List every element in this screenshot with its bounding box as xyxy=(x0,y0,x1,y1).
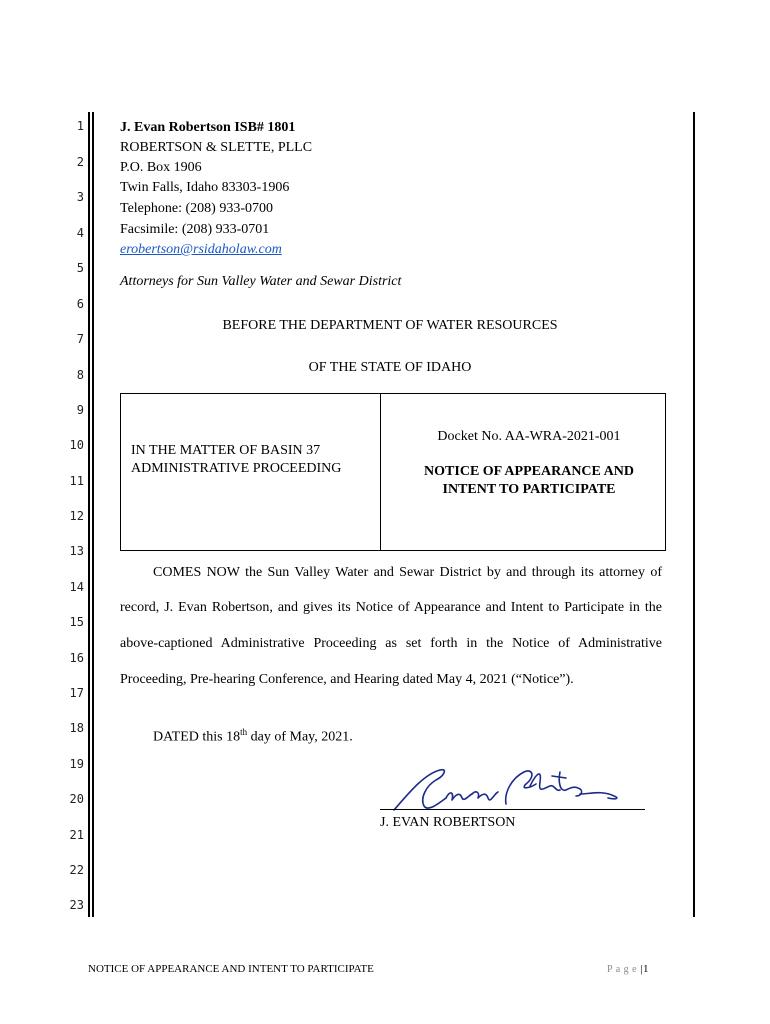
line-number: 23 xyxy=(69,898,84,912)
line-number: 7 xyxy=(76,332,84,346)
line-number: 13 xyxy=(69,544,84,558)
po-box: P.O. Box 1906 xyxy=(120,160,202,175)
line-number: 5 xyxy=(76,261,84,275)
body-line3: above-captioned Administrative Proceeding as set forth in the Notice of Administrative xyxy=(120,636,662,651)
left-margin-rule-inner xyxy=(92,112,94,917)
signer-name: J. EVAN ROBERTSON xyxy=(380,815,516,830)
line-number: 16 xyxy=(69,651,84,665)
page-number: 1 xyxy=(643,963,650,975)
attorney-name: J. Evan Robertson ISB# 1801 xyxy=(120,120,296,135)
page-separator: | xyxy=(640,963,644,975)
page-label: P a g e xyxy=(607,964,638,975)
line-number: 12 xyxy=(69,509,84,523)
footer-title: NOTICE OF APPEARANCE AND INTENT TO PARTICIPATE xyxy=(88,963,374,975)
caption-divider xyxy=(380,393,381,551)
signature-line xyxy=(380,809,645,810)
line-number: 2 xyxy=(76,155,84,169)
line-number: 10 xyxy=(69,438,84,452)
body-line2: record, J. Evan Robertson, and gives its Notice of Appearance and Intent to Participate in the xyxy=(120,600,662,615)
dated-suffix: day of May, 2021. xyxy=(247,729,353,745)
city-state-zip: Twin Falls, Idaho 83303-1906 xyxy=(120,180,290,195)
line-number: 14 xyxy=(69,580,84,594)
left-margin-rule xyxy=(88,112,90,917)
line-number: 15 xyxy=(69,615,84,629)
line-number: 21 xyxy=(69,828,84,842)
line-number: 20 xyxy=(69,792,84,806)
dated-sup: th xyxy=(240,727,248,737)
facsimile: Facsimile: (208) 933-0701 xyxy=(120,222,270,237)
line-number: 9 xyxy=(76,403,84,417)
court-heading-line1: BEFORE THE DEPARTMENT OF WATER RESOURCES xyxy=(222,318,558,333)
title-line2: INTENT TO PARTICIPATE xyxy=(442,482,616,497)
line-number: 18 xyxy=(69,721,84,735)
footer-page xyxy=(607,963,649,975)
document-title xyxy=(392,463,666,499)
matter-line2: ADMINISTRATIVE PROCEEDING xyxy=(131,461,342,476)
body-line4: Proceeding, Pre-hearing Conference, and Hearing dated May 4, 2021 (“Notice”). xyxy=(120,672,574,687)
right-margin-rule xyxy=(693,112,695,917)
line-number: 4 xyxy=(76,226,84,240)
line-number: 6 xyxy=(76,297,84,311)
telephone: Telephone: (208) 933-0700 xyxy=(120,201,273,216)
body-line1: COMES NOW the Sun Valley Water and Sewar District by and through its attorney of xyxy=(153,565,662,580)
firm-name: ROBERTSON & SLETTE, PLLC xyxy=(120,140,313,155)
line-number: 19 xyxy=(69,757,84,771)
dated-prefix: DATED this 18 xyxy=(153,729,241,745)
line-number: 8 xyxy=(76,368,84,382)
line-number: 22 xyxy=(69,863,84,877)
title-line1: NOTICE OF APPEARANCE AND xyxy=(424,464,634,479)
line-number: 1 xyxy=(76,119,84,133)
dated-line xyxy=(153,727,353,746)
line-number: 3 xyxy=(76,190,84,204)
attorneys-for: Attorneys for Sun Valley Water and Sewar District xyxy=(120,274,402,289)
docket-number: Docket No. AA-WRA-2021-001 xyxy=(437,429,621,444)
email-link[interactable]: erobertson@rsidaholaw.com xyxy=(120,242,282,257)
court-heading-line2: OF THE STATE OF IDAHO xyxy=(308,360,472,375)
matter-line1: IN THE MATTER OF BASIN 37 xyxy=(131,443,321,458)
line-number: 17 xyxy=(69,686,84,700)
line-number: 11 xyxy=(69,474,84,488)
caption-matter xyxy=(131,442,341,478)
